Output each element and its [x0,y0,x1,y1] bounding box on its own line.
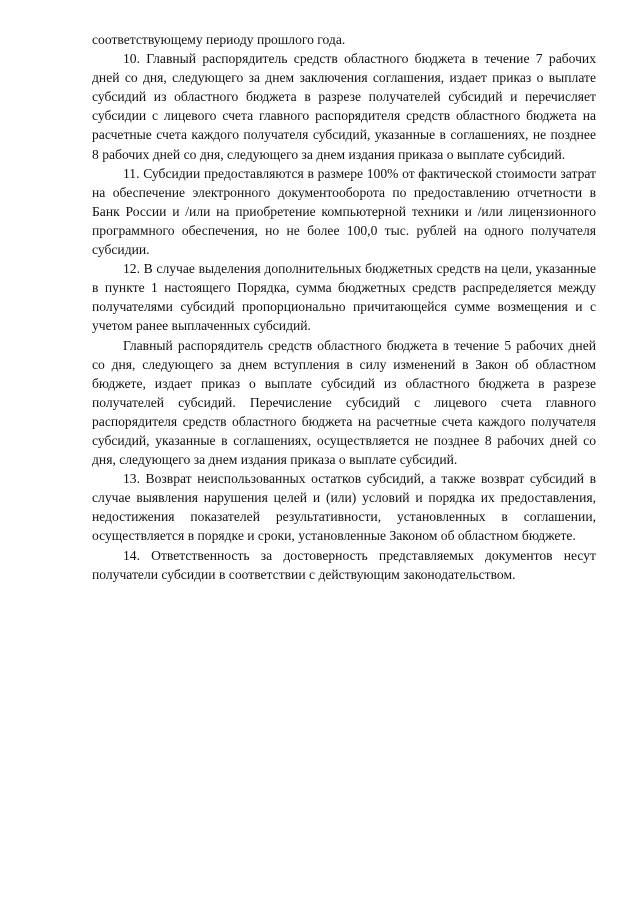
paragraph-13: 13. Возврат неиспользованных остатков субсидий, а также возврат субсидий в случае выявления нарушения целей и (или) условий и порядка их предоставления, недостижения показателей результативности, установленных в соглашении, осуществляется в порядке и сроки, установленные Законом об областном бюджете. [92,471,596,544]
paragraph-14: 14. Ответственность за достоверность представляемых документов несут получатели субсидии в соответствии с действующим законодательством. [92,547,596,582]
paragraph-continuation: соответствующему периоду прошлого года. [92,32,346,47]
paragraph-11: 11. Субсидии предоставляются в размере 100% от фактической стоимости затрат на обеспечение электронного документооборота по предоставлению отчетности в Банк России и /или на приобретение компьютерной техники и /или лицензионного программного обеспечения, но не более 100,0 тыс. рублей на одного получателя субсидии. [92,165,596,258]
paragraph-12-continued: Главный распорядитель средств областного бюджета в течение 5 рабочих дней со дня, следующего за днем вступления в силу изменений в Закон об областном бюджете, издает приказ о выплате субсидий из областного бюджета в разрезе получателей субсидий. Перечисление субсидий с лицевого счета главного распорядителя средств областного бюджета на расчетные счета каждого получателя субсидий, указанные в соглашениях, осуществляется не позднее 8 рабочих дней со дня, следующего за днем издания приказа о выплате субсидий. [92,337,596,468]
paragraph-10: 10. Главный распорядитель средств областного бюджета в течение 7 рабочих дней со дня, следующего за днем заключения соглашения, издает приказ о выплате субсидий из областного бюджета в разрезе получателей субсидий и перечисляет субсидии с лицевого счета главного распорядителя средств областного бюджета на расчетные счета каждого получателя субсидий, указанные в соглашениях, не позднее 8 рабочих дней со дня, следующего за днем издания приказа о выплате субсидий. [92,51,596,162]
paragraph-12: 12. В случае выделения дополнительных бюджетных средств на цели, указанные в пункте 1 настоящего Порядка, сумма бюджетных средств распределяется между получателями субсидий пропорционально причитающейся сумме возмещения и с учетом ранее выплаченных субсидий. [92,261,596,334]
